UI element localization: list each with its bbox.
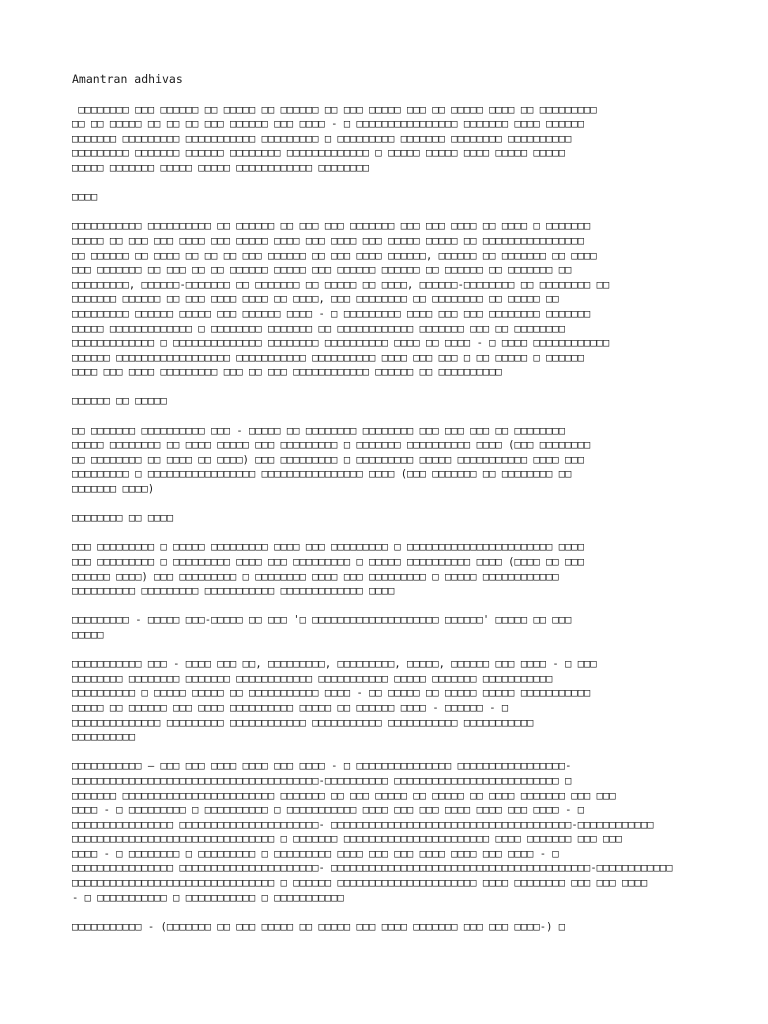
paragraph-body-6: □□□□□□□□□□□ – □□□ □□□ □□□□ □□□□ □□□ □□□□ - □ □□□□□□□□□□□□□□□ □□□□□□□□□□□□□□□□□- □□□□□□□□□□□□□□□□□□□□□□□□□□□□□□□□□□□□□□□-□□□□□□□□□□ □□□□□□□□□□□□□□□□□□□□□□□□□□ □ □□□□□□□ □□□□□□□□□□□□□□□□□□□□□□□□ □□□□□□□ □□ □□□ □□□□□ □□ □□□□□ □□ □□□□ □□□□□□□ □□□ □□□ □□□□ - □ □□□□□□□□□ □ □□□□□□□□□□ □ □□□□□□□□□□□ □□□□ □□□ □□□ □□□□ □□□□ □□□ □□□□ - □ □□□□□□□□□□□□□□□□ □□□□□□□□□□□□□□□□□□□□□□- □□□□□□□□□□□□□□□□□□□□□□□□□□□□□□□□□□□□□□-□□□□□□□□□□□□ □□□□□□□□□□□□□□□□□□□□□□□□□□□□□□□□ □ □□□□□□□ □□□□□□□□□□□□□□□□□□□□□□□ □□□□ □□□□□□□ □□□ □□□ □□□□ - □ □□□□□□□□ □ □□□□□□□□□ □ □□□□□□□□□ □□□□ □□□ □□□ □□□□ □□□□ □□□ □□□□ - □ □□□□□□□□□□□□□□□□ □□□□□□□□□□□□□□□□□□□□□□- □□□□□□□□□□□□□□□□□□□□□□□□□□□□□□□□□□□□□□□□□-□□□□□□□□□□□□ □□□□□□□□□□□□□□□□□□□□□□□□□□□□□□□□ □ □□□□□□ □□□□□□□□□□□□□□□□□□□□□□ □□□□ □□□□□□□□ □□□ □□□ □□□□ - □ □□□□□□□□□□□ □ □□□□□□□□□□□ □ □□□□□□□□□□□ [72,760,673,904]
section-heading-1: □□□□ [72,191,98,204]
paragraph-body-7: □□□□□□□□□□□ - (□□□□□□□ □□ □□□ □□□□□ □□ □□□□□ □□□ □□□□ □□□□□□□ □□□ □□□ □□□□-) □ [72,920,566,933]
document-title: Amantran adhivas [72,72,183,86]
paragraph-body-1: □□□□□□□□□□□ □□□□□□□□□□ □□ □□□□□□ □□ □□□ □□□ □□□□□□□ □□□ □□□ □□□□ □□ □□□□ □ □□□□□□□ □□□□□ □□ □□□ □□□ □□□□ □□□ □□□□□ □□□□ □□□ □□□□ □□□ □□□□□ □□□□□ □□ □□□□□□□□□□□□□□□□ □□ □□□□□□ □□ □□□□ □□ □□ □□ □□□ □□□□□□ □□ □□□ □□□□ □□□□□□, □□□□□□ □□ □□□□□□□ □□ □□□□ □□□ □□□□□□□ □□ □□□ □□ □□ □□□□□□ □□□□□ □□□ □□□□□□ □□□□□□ □□ □□□□□□ □□ □□□□□□□ □□ □□□□□□□□□, □□□□□□-□□□□□□□ □□ □□□□□□□ □□ □□□□□ □□ □□□□, □□□□□□-□□□□□□□□ □□ □□□□□□□□ □□ □□□□□□□ □□□□□□ □□ □□□ □□□□ □□□□ □□ □□□□, □□□ □□□□□□□□ □□ □□□□□□□□ □□ □□□□□ □□ □□□□□□□□□ □□□□□□ □□□□□ □□□ □□□□□□ □□□□ - □ □□□□□□□□□ □□□□ □□□ □□□ □□□□□□□□ □□□□□□□ □□□□□ □□□□□□□□□□□□□ □ □□□□□□□□ □□□□□□□ □□ □□□□□□□□□□□□ □□□□□□□ □□□ □□ □□□□□□□□ □□□□□□□□□□□□□ □ □□□□□□□□□□□□□□ □□□□□□□□ □□□□□□□□□□ □□□□ □□ □□□□ - □ □□□□ □□□□□□□□□□□□ □□□□□□ □□□□□□□□□□□□□□□□□□ □□□□□□□□□□□ □□□□□□□□□□ □□□□ □□□ □□□ □ □□ □□□□□ □ □□□□□□ □□□□ □□□ □□□□ □□□□□□□□□ □□□ □□ □□□ □□□□□□□□□□□□ □□□□□□ □□ □□□□□□□□□□ [72,220,610,379]
document-page [72,72,700,949]
paragraph-body-5: □□□□□□□□□□□ □□□ - □□□□ □□□ □□, □□□□□□□□□, □□□□□□□□□, □□□□□, □□□□□□ □□□ □□□□ - □ □□□ □□□□□□□□ □□□□□□□□ □□□□□□□ □□□□□□□□□□□□ □□□□□□□□□□□ □□□□□ □□□□□□□ □□□□□□□□□□□ □□□□□□□□□□ □ □□□□□ □□□□□ □□ □□□□□□□□□□□ □□□□ - □□ □□□□□ □□ □□□□□ □□□□□ □□□□□□□□□□□ □□□□□ □□ □□□□□□ □□□ □□□□ □□□□□□□□□□ □□□□□ □□ □□□□□□ □□□□ - □□□□□□ - □ □□□□□□□□□□□□□□ □□□□□□□□□ □□□□□□□□□□□□ □□□□□□□□□□□ □□□□□□□□□□□ □□□□□□□□□□□ □□□□□□□□□□ [72,658,597,744]
paragraph-body-2: □□ □□□□□□□ □□□□□□□□□□ □□□ - □□□□□ □□ □□□□□□□□ □□□□□□□□ □□□ □□□ □□□ □□ □□□□□□□□ □□□□□ □□□□□□□□ □□ □□□□ □□□□□ □□□ □□□□□□□□□ □ □□□□□□□ □□□□□□□□□□ □□□□ (□□□ □□□□□□□□ □□ □□□□□□□□ □□ □□□□ □□ □□□□) □□□ □□□□□□□□□ □ □□□□□□□□□ □□□□□ □□□□□□□□□□□ □□□□ □□□ □□□□□□□□□ □ □□□□□□□□□□□□□□□□□ □□□□□□□□□□□□□□□□ □□□□ (□□□ □□□□□□□ □□ □□□□□□□□ □□ □□□□□□□ □□□□) [72,424,591,496]
section-heading-2: □□□□□□ □□ □□□□□ [72,395,167,408]
paragraph-intro: □□□□□□□□ □□□ □□□□□□ □□ □□□□□ □□ □□□□□□ □□ □□□ □□□□□ □□□ □□ □□□□□ □□□□ □□ □□□□□□□□□ □□ □□ □□□□□ □□ □□ □□ □□□ □□□□□□ □□□ □□□□ - □ □□□□□□□□□□□□□□□□ □□□□□□□ □□□□ □□□□□□ □□□□□□□ □□□□□□□□□ □□□□□□□□□□□ □□□□□□□□□ □ □□□□□□□□□ □□□□□□□ □□□□□□□□ □□□□□□□□□□ □□□□□□□□□ □□□□□□□ □□□□□□ □□□□□□□□ □□□□□□□□□□□□□ □ □□□□□ □□□□□ □□□□ □□□□□ □□□□□ □□□□□ □□□□□□□ □□□□□ □□□□□ □□□□□□□□□□□□ □□□□□□□□ [72,103,597,174]
section-heading-3: □□□□□□□□ □□ □□□□ [72,512,174,525]
paragraph-body-3: □□□ □□□□□□□□□ □ □□□□□ □□□□□□□□□ □□□□ □□□ □□□□□□□□□ □ □□□□□□□□□□□□□□□□□□□□□□□ □□□□ □□□ □□□□□□□□□ □ □□□□□□□□□ □□□□ □□□ □□□□□□□□□ □ □□□□□ □□□□□□□□□□ □□□□ (□□□□ □□ □□□ □□□□□□ □□□□) □□□ □□□□□□□□□ □ □□□□□□□□ □□□□ □□□ □□□□□□□□□ □ □□□□□ □□□□□□□□□□□□ □□□□□□□□□□ □□□□□□□□□ □□□□□□□□□□□ □□□□□□□□□□□□□ □□□□ [72,541,585,598]
paragraph-body-4: □□□□□□□□□ - □□□□□ □□□-□□□□□ □□ □□□ '□ □□□□□□□□□□□□□□□□□□□□ □□□□□□' □□□□□ □□ □□□ □□□□□ [72,614,572,641]
